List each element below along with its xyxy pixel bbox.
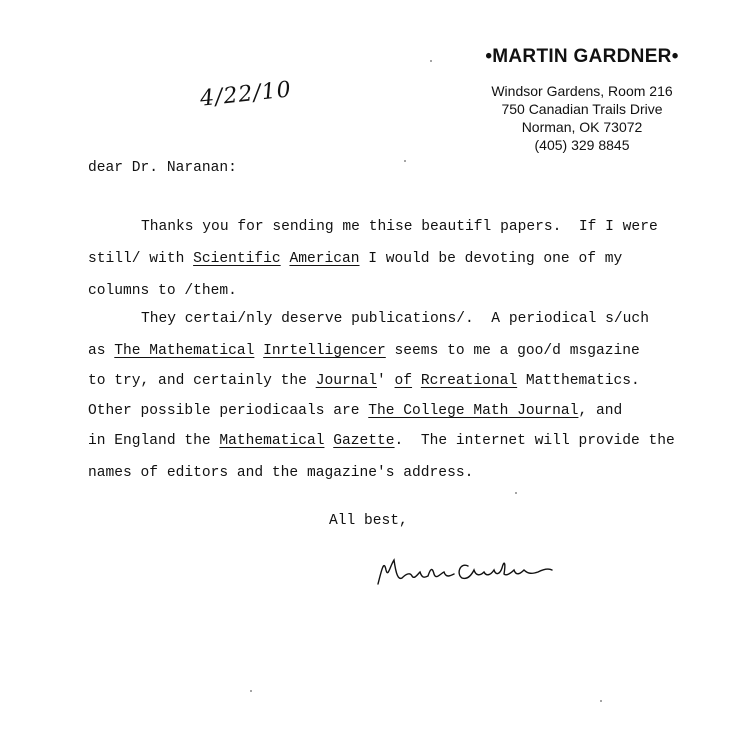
scan-speck — [600, 700, 602, 702]
underlined-title: The Mathematical — [114, 343, 255, 359]
text-segment — [412, 373, 421, 389]
salutation: dear Dr. Naranan: — [88, 160, 237, 176]
underlined-title: Rcreational — [420, 373, 518, 389]
text-segment: . The internet will provide the — [394, 433, 675, 449]
body-line-7 — [88, 403, 622, 419]
signature-stroke — [459, 563, 552, 578]
text-segment: I would be devoting one of my — [359, 251, 623, 267]
underlined-title: of — [394, 373, 413, 389]
underlined-title: The College Math Journal — [368, 403, 579, 419]
text-segment: Matthematics. — [517, 373, 640, 389]
address-line-4: (405) 329 8845 — [534, 137, 630, 153]
body-line-4: They certai/nly deserve publications/. A periodical s/uch — [141, 311, 649, 327]
scan-speck — [250, 690, 252, 692]
body-line-9: names of editors and the magazine's address. — [88, 465, 474, 481]
closing: All best, — [329, 513, 408, 529]
underlined-title: Journal — [315, 373, 378, 389]
body-line-8 — [88, 433, 675, 449]
body-line-3: columns to /them. — [88, 283, 237, 299]
signature — [372, 548, 572, 598]
signature-stroke — [378, 560, 454, 584]
text-segment: seems to me a goo/d msgazine — [385, 343, 640, 359]
text-segment: Other possible periodicaals are — [88, 403, 369, 419]
body-line-6 — [88, 373, 640, 389]
handwritten-date: 4/22/10 — [198, 77, 293, 112]
text-segment: ' — [377, 373, 395, 389]
body-line-5 — [88, 343, 640, 359]
scan-speck — [515, 492, 517, 494]
letterhead-name: •MARTIN GARDNER• — [485, 46, 679, 67]
text-segment: as — [88, 343, 115, 359]
scan-speck — [430, 60, 432, 62]
body-line-2 — [88, 251, 622, 267]
scan-speck — [404, 160, 406, 162]
underlined-title: Mathematical — [219, 433, 325, 449]
underlined-title: Scientific — [193, 251, 281, 267]
text-segment — [254, 343, 263, 359]
body-line-1: Thanks you for sending me thise beautifl papers. If I were — [141, 219, 658, 235]
text-segment: , and — [578, 403, 623, 419]
underlined-title: American — [289, 251, 360, 267]
address-line-2: 750 Canadian Trails Drive — [501, 101, 663, 117]
text-segment: to try, and certainly the — [88, 373, 316, 389]
underlined-title: Gazette — [333, 433, 395, 449]
text-segment: in England the — [88, 433, 220, 449]
address-line-3: Norman, OK 73072 — [521, 119, 643, 135]
underlined-title: Inrtelligencer — [263, 343, 386, 359]
address-line-1: Windsor Gardens, Room 216 — [491, 83, 673, 99]
letterhead — [462, 46, 702, 154]
text-segment: still/ with — [88, 251, 194, 267]
text-segment — [324, 433, 333, 449]
